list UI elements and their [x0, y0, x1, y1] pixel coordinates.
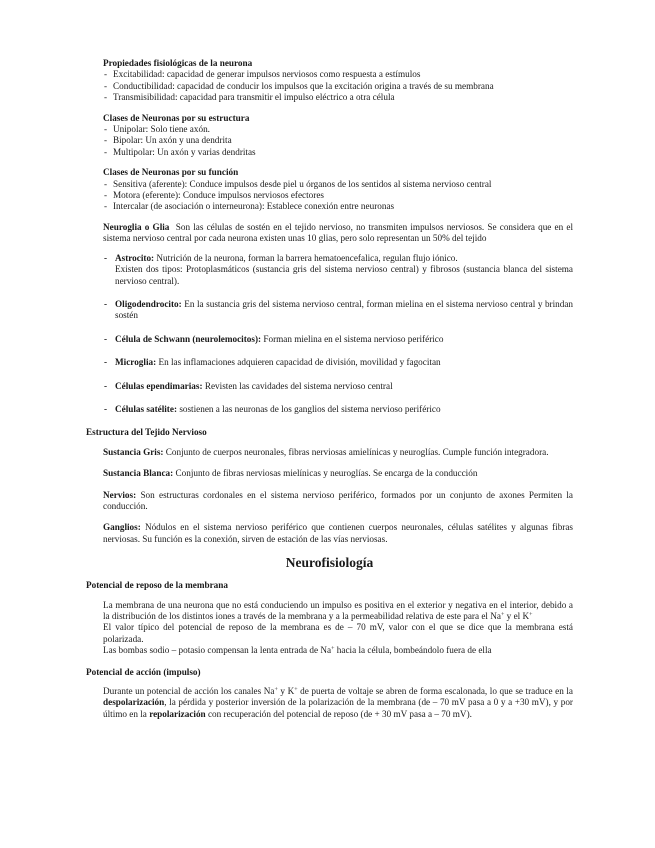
- propiedades-heading: Propiedades fisiológicas de la neurona: [103, 58, 253, 68]
- neuroglia-text: Son las células de sostén en el tejido nervioso, no transmiten impulsos nerviosos. Se considera que en el sistema nervioso central por cada neurona existen unas 10 glias, pero solo representan un 50% del tejido: [103, 221, 574, 244]
- reposo-heading: Potencial de reposo de la membrana: [86, 580, 228, 591]
- reposo-paragraph: [103, 600, 573, 657]
- list-item: - Bipolar: Un axón y una dendrita: [103, 135, 573, 146]
- glia-item-oligodendrocito: [103, 299, 573, 322]
- ion-charge: +: [331, 646, 335, 653]
- glia-term: Célula de Schwann (neurolemocitos):: [115, 333, 262, 344]
- accion-text: de puerta de voltaje se abren de forma escalonada, lo que se traduce en la: [297, 686, 573, 697]
- ion-charge: +: [294, 687, 298, 694]
- glia-term: Microglia:: [115, 357, 157, 368]
- glia-term: Células ependimarias:: [115, 380, 203, 391]
- accion-bold-term: despolarización: [103, 697, 165, 708]
- propiedades-list: [103, 69, 573, 103]
- list-item: - Motora (eferente): Conduce impulsos nerviosos efectores: [103, 190, 573, 201]
- tejido-text: Conjunto de fibras nerviosas mielínicas y neuroglías. Se encarga de la conducción: [175, 468, 478, 479]
- glia-list: [103, 253, 573, 416]
- tejido-item-blanca: [103, 468, 573, 479]
- list-item: - Sensitiva (aferente): Conduce impulsos desde piel u órganos de los sentidos al sistema nervioso central: [103, 179, 573, 190]
- reposo-text: y el K: [504, 611, 530, 621]
- ion-charge: +: [274, 687, 278, 694]
- glia-item-ependimarias: [103, 381, 573, 392]
- glia-text: En las inflamaciones adquieren capacidad de división, movilidad y fagocitan: [158, 357, 441, 368]
- ion-charge: +: [529, 612, 533, 618]
- tejido-term: Sustancia Gris:: [103, 446, 164, 457]
- glia-extra: Existen dos tipos: Protoplasmáticos (sustancia gris del sistema nervioso central) y fibrosos (sustancia blanca del sistema nervioso central).: [115, 264, 573, 286]
- glia-text: Nutrición de la neurona, forman la barrera hematoencefalica, regulan flujo iónico.: [156, 252, 458, 263]
- reposo-text: El valor típico del potencial de reposo de la membrana es de – 70 mV, valor con el que se dice que la membrana está polarizada.: [103, 622, 573, 644]
- glia-term: Oligodendrocito:: [115, 298, 182, 309]
- funcion-list: [103, 179, 573, 213]
- accion-heading: Potencial de acción (impulso): [86, 666, 201, 677]
- accion-text: , la pérdida y posterior inversión de la polarización de la membrana (de – 70 mV pasa a 0 y a +30 mV), y por último en la: [103, 697, 573, 719]
- tejido-item-ganglios: [103, 522, 573, 545]
- glia-item-microglia: [103, 357, 573, 368]
- glia-item-astrocito: [103, 253, 573, 287]
- list-item: - Excitabilidad: capacidad de generar impulsos nerviosos como respuesta a estímulos: [103, 69, 573, 80]
- accion-paragraph: [103, 686, 573, 720]
- funcion-heading: Clases de Neuronas por su función: [103, 167, 239, 178]
- tejido-text: Nódulos en el sistema nervioso periférico que contienen cuerpos neuronales, células satélites y algunas fibras nerviosas. Su función es la conexión, sirven de estación de las vías nerviosas.: [103, 522, 573, 544]
- neurofisiologia-title: Neurofisiología: [285, 555, 374, 571]
- neuroglia-section: [103, 222, 573, 415]
- list-item: - Transmisibilidad: capacidad para transmitir el impulso eléctrico a otra célula: [103, 92, 573, 103]
- reposo-text: hacia la célula, bombeándolo fuera de ella: [334, 645, 492, 656]
- glia-term: Células satélite:: [115, 403, 178, 414]
- tejido-text: Son estructuras cordonales en el sistema nervioso periférico, formados por un conjunto de axones Permiten la conducción.: [103, 489, 573, 511]
- accion-text: Durante un potencial de acción los canales Na: [103, 686, 275, 697]
- reposo-section: [86, 580, 573, 656]
- accion-text: con recuperación del potencial de reposo (de + 30 mV pasa a – 70 mV).: [205, 708, 472, 719]
- tejido-term: Nervios:: [103, 489, 137, 500]
- reposo-text: La membrana de una neurona que no está conduciendo un impulso es positiva en el exterior y negativa en el interior, debido a la distribución de los distintos iones a través de la membrana y a la permeabilidad relativa de este para el Na: [103, 599, 573, 621]
- tejido-text: Conjunto de cuerpos neuronales, fibras nerviosas amielínicas y neuroglías. Cumple función integradora.: [165, 446, 549, 457]
- reposo-text: Las bombas sodio – potasio compensan la lenta entrada de Na: [103, 645, 332, 656]
- glia-text: En la sustancia gris del sistema nervioso central, forman mielina en el sistema nervioso central y brindan sostén: [115, 298, 574, 321]
- funcion-section: [103, 167, 573, 213]
- propiedades-section: [103, 58, 573, 104]
- list-item: - Unipolar: Solo tiene axón.: [103, 124, 573, 135]
- ion-charge: +: [500, 612, 505, 618]
- accion-bold-term: repolarización: [149, 708, 206, 719]
- accion-section: [86, 667, 573, 721]
- estructura-list: [103, 124, 573, 158]
- list-item: - Conductibilidad: capacidad de conducir los impulsos que la excitación origina a través de su membrana: [103, 81, 573, 92]
- glia-item-satelite: [103, 404, 573, 415]
- glia-term: Astrocito:: [115, 252, 155, 263]
- list-item: - Multipolar: Un axón y varias dendritas: [103, 147, 573, 158]
- glia-item-schwann: [103, 334, 573, 345]
- tejido-item-nervios: [103, 490, 573, 513]
- list-item: - Intercalar (de asociación o interneurona): Establece conexión entre neuronas: [103, 201, 573, 212]
- tejido-term: Sustancia Blanca:: [103, 468, 174, 479]
- tejido-term: Ganglios:: [103, 522, 141, 533]
- glia-text: Revisten las cavidades del sistema nervioso central: [204, 380, 393, 391]
- neuroglia-paragraph: [103, 222, 573, 245]
- estructura-heading: Clases de Neuronas por su estructura: [103, 112, 250, 123]
- estructura-section: [103, 113, 573, 159]
- tejido-item-gris: [103, 447, 573, 458]
- glia-text: sostienen a las neuronas de los ganglios del sistema nervioso periférico: [179, 403, 441, 414]
- tejido-section: [86, 427, 573, 545]
- glia-text: Forman mielina en el sistema nervioso periférico: [263, 333, 444, 344]
- accion-text: y K: [277, 686, 295, 697]
- neuroglia-term: Neuroglia o Glia: [103, 221, 170, 232]
- tejido-heading: Estructura del Tejido Nervioso: [86, 427, 207, 438]
